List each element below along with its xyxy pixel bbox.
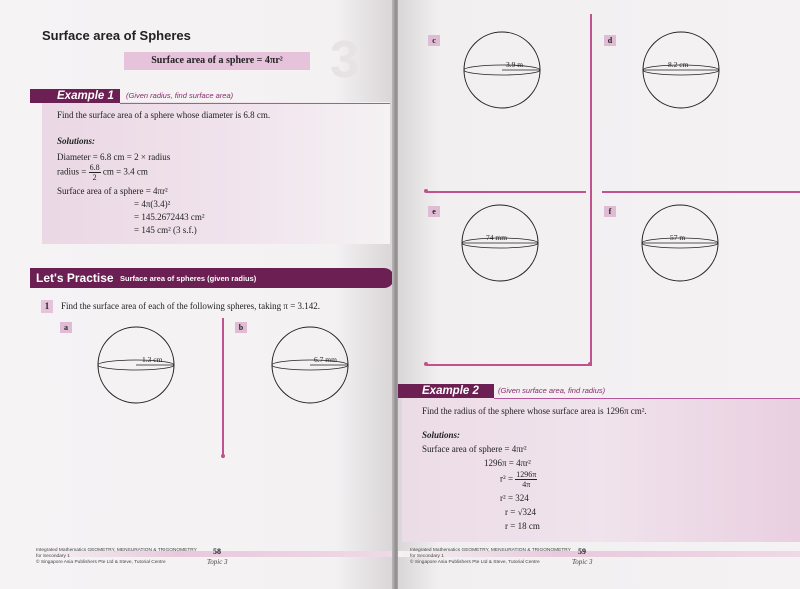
example1-fraction (89, 163, 101, 182)
example1-line2 (57, 163, 148, 182)
example1-label: Example 1 (57, 90, 114, 102)
sphere-f (640, 203, 720, 283)
question1-text: Find the surface area of each of the following spheres, taking π = 3.142. (61, 301, 321, 311)
sphere-b-tag: b (235, 322, 247, 333)
example1-line1: Diameter = 6.8 cm = 2 × radius (57, 152, 171, 162)
example1-solutions-label: Solutions: (57, 136, 96, 146)
example1-line4: = 4π(3.4)² (134, 199, 171, 209)
grid-bottom-line (426, 364, 590, 366)
example2-line3 (500, 470, 537, 489)
example2-fraction-num: 1296π (516, 470, 537, 479)
sphere-a-tag: a (60, 322, 72, 333)
sphere-e-label: 74 mm (486, 233, 508, 242)
example2-fraction-den: 4π (522, 480, 531, 489)
example1-line2-pre: radius = (57, 166, 87, 177)
example1-fraction-num: 6.8 (89, 163, 100, 172)
sphere-c-tag: c (428, 35, 440, 46)
sphere-d-tag: d (604, 35, 616, 46)
example2-line1: Surface area of sphere = 4πr² (422, 444, 527, 454)
footer-line1: Integrated Mathematics GEOMETRY, MENSURATION & TRIGONOMETRY (36, 548, 197, 553)
footer-line1: Integrated Mathematics GEOMETRY, MENSURATION & TRIGONOMETRY (410, 548, 571, 553)
sphere-f-tag: f (604, 206, 616, 217)
sphere-e-tag: e (428, 206, 440, 217)
example2-rule (494, 398, 800, 399)
grid-horizontal-right (602, 191, 800, 193)
footer-line2: for Secondary 1 (36, 554, 70, 559)
sphere-a (96, 325, 176, 405)
example1-subtitle: (Given radius, find surface area) (126, 91, 234, 100)
divider-vertical (222, 318, 224, 458)
sphere-c-label: 3.9 m (506, 60, 524, 69)
footer-line3: © Singapore Asia Publishers Pte Ltd & Steve, Tutorial Centre (410, 560, 540, 565)
formula-box: Surface area of a sphere = 4πr² (124, 52, 310, 70)
divider-dot (221, 454, 225, 458)
grid-horizontal-left (426, 191, 586, 193)
sphere-b (270, 325, 350, 405)
topic-label: Topic 3 (207, 558, 228, 566)
grid-dot-left (424, 189, 428, 193)
example2-label: Example 2 (422, 385, 479, 397)
sphere-d (641, 30, 721, 110)
right-page (398, 0, 800, 589)
example2-box (402, 398, 800, 542)
left-page (0, 0, 394, 589)
grid-vertical-divider (590, 14, 592, 366)
example2-line3-pre: r² = (500, 473, 514, 484)
example1-line6: = 145 cm² (3 s.f.) (134, 225, 197, 235)
show-through-mark: 3 (330, 31, 359, 89)
example1-fraction-den: 2 (92, 173, 97, 182)
example2-line6: r = 18 cm (505, 521, 540, 531)
example2-line2: 1296π = 4πr² (484, 458, 531, 468)
example1-line5: = 145.2672443 cm² (134, 212, 205, 222)
example2-fraction (515, 470, 537, 489)
example2-line4: r² = 324 (500, 493, 529, 503)
example1-line3: Surface area of a sphere = 4πr² (57, 186, 168, 196)
question1-number: 1 (41, 300, 53, 313)
sphere-f-label: 57 m (670, 233, 686, 242)
example2-solutions-label: Solutions: (422, 430, 461, 440)
example1-line2-post: cm = 3.4 cm (102, 166, 148, 177)
lets-practise-title: Let's Practise (36, 271, 114, 285)
example1-question: Find the surface area of a sphere whose diameter is 6.8 cm. (57, 110, 271, 120)
sphere-d-label: 8.2 cm (668, 60, 689, 69)
page-number: 58 (213, 547, 221, 556)
example2-subtitle: (Given surface area, find radius) (498, 386, 606, 395)
sphere-b-label: 6.7 mm (314, 355, 337, 364)
page-number: 59 (578, 547, 586, 556)
topic-label: Topic 3 (572, 558, 593, 566)
grid-dot-bottom-center (588, 362, 592, 366)
footer-line2: for Secondary 1 (410, 554, 444, 559)
example1-rule (120, 103, 390, 104)
footer-line3: © Singapore Asia Publishers Pte Ltd & Steve, Tutorial Centre (36, 560, 166, 565)
example2-line5: r = √324 (505, 507, 537, 517)
lets-practise-subtitle: Surface area of spheres (given radius) (120, 274, 257, 283)
sphere-c (462, 30, 542, 110)
grid-dot-bottom (424, 362, 428, 366)
page-title: Surface area of Spheres (42, 28, 191, 43)
sphere-e (460, 203, 540, 283)
sphere-a-label: 1.3 cm (142, 355, 163, 364)
example2-question: Find the radius of the sphere whose surface area is 1296π cm². (422, 406, 647, 416)
